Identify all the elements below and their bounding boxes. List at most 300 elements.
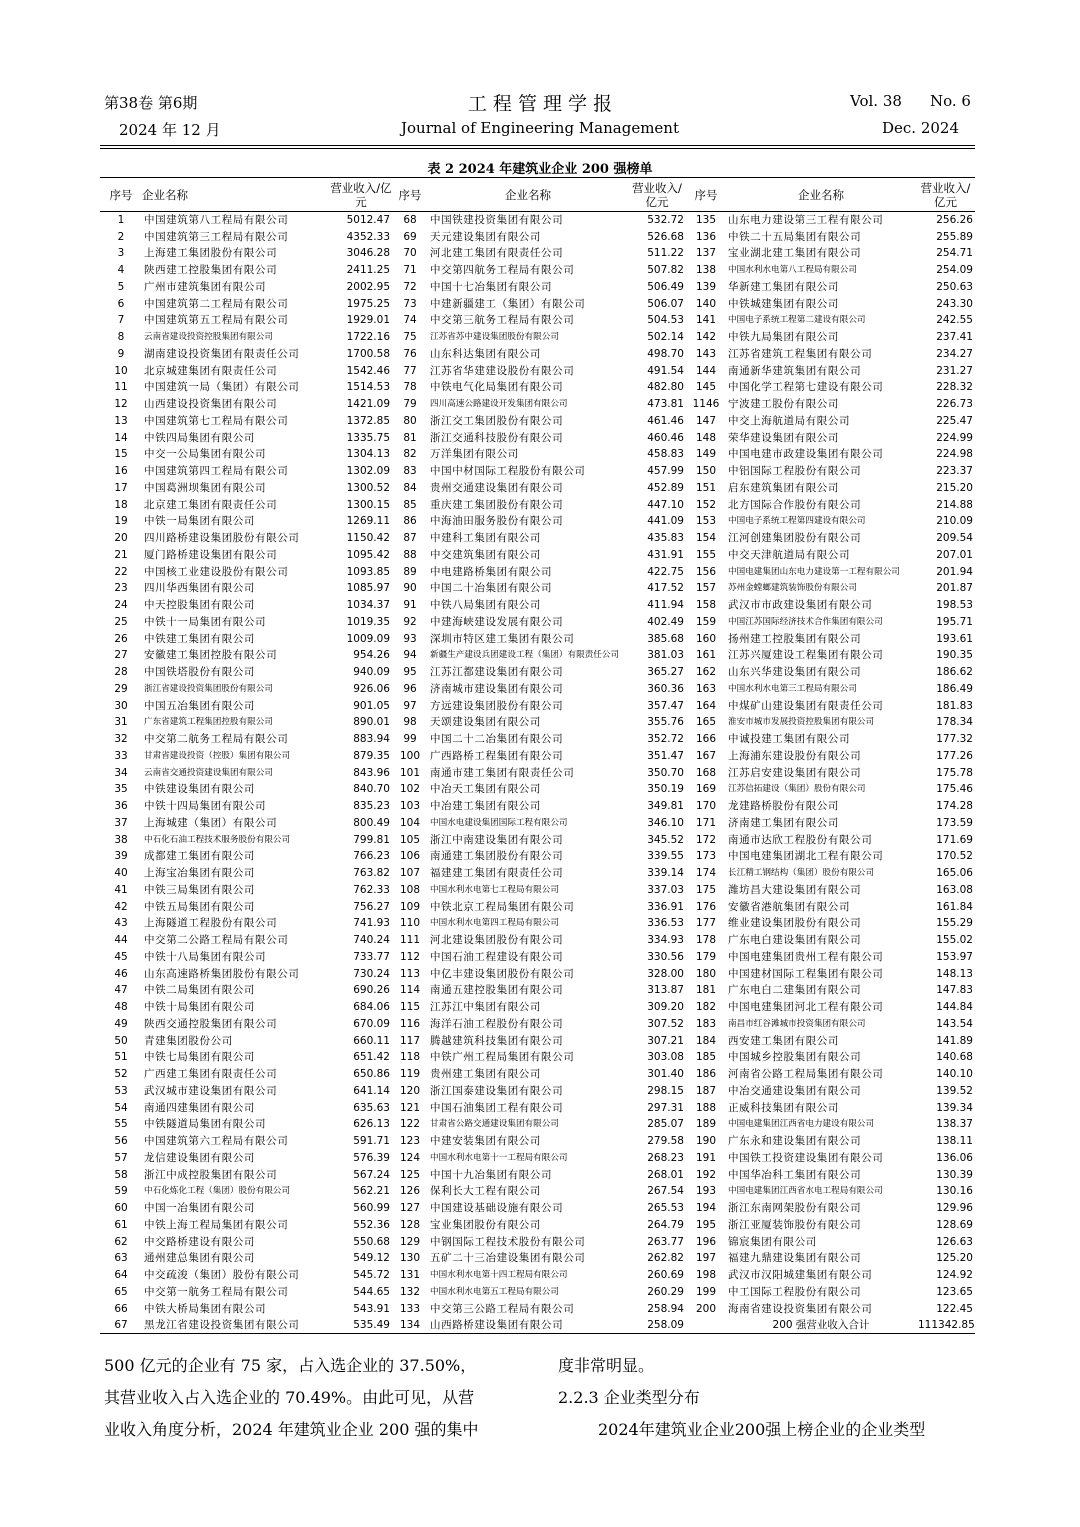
revenue-cell: 447.10 xyxy=(647,498,684,511)
table-row xyxy=(100,463,975,480)
table-row xyxy=(100,212,975,229)
rank-cell: 70 xyxy=(403,247,417,260)
company-name-cell: 中国建材国际工程集团有限公司 xyxy=(728,967,884,980)
company-name-cell: 广东电白建设集团有限公司 xyxy=(728,934,862,947)
revenue-cell: 1302.09 xyxy=(346,465,390,478)
header-revenue: 营业收入/亿元 xyxy=(632,180,682,209)
revenue-cell: 350.19 xyxy=(647,783,684,796)
revenue-cell: 763.82 xyxy=(353,867,390,880)
company-name-cell: 中国铁塔股份有限公司 xyxy=(144,666,255,679)
rank-cell: 145 xyxy=(695,381,717,394)
rank-cell: 62 xyxy=(114,1235,128,1248)
rank-cell: 42 xyxy=(114,900,128,913)
revenue-cell: 1929.01 xyxy=(346,314,390,327)
table-row xyxy=(100,714,975,731)
company-name-cell: 南通市建工集团有限责任公司 xyxy=(430,766,575,779)
company-name-cell: 广东永和建设集团有限公司 xyxy=(728,1135,862,1148)
rank-cell: 103 xyxy=(399,800,421,813)
revenue-cell: 303.08 xyxy=(647,1051,684,1064)
revenue-cell: 223.37 xyxy=(936,465,973,478)
table-row xyxy=(100,1250,975,1267)
company-name-cell: 中国电子系统工程第四建设有限公司 xyxy=(728,516,866,527)
revenue-cell: 591.71 xyxy=(353,1135,390,1148)
company-name-cell: 南昌市红谷滩城市投资集团有限公司 xyxy=(728,1018,866,1029)
revenue-cell: 411.94 xyxy=(647,599,684,612)
company-name-cell: 天元建设集团有限公司 xyxy=(430,230,541,243)
table-row xyxy=(100,513,975,530)
company-name-cell: 中建新疆建工（集团）有限公司 xyxy=(430,297,586,310)
company-name-cell: 苏州金螳螂建筑装饰股份有限公司 xyxy=(728,583,857,594)
revenue-cell: 641.14 xyxy=(353,1084,390,1097)
rank-cell: 149 xyxy=(695,448,717,461)
revenue-cell: 560.99 xyxy=(353,1202,390,1215)
company-name-cell: 中国水利水电第五工程局有限公司 xyxy=(430,1286,559,1297)
revenue-cell: 349.81 xyxy=(647,800,684,813)
revenue-cell: 740.24 xyxy=(353,934,390,947)
revenue-cell: 1009.09 xyxy=(346,632,390,645)
rank-cell: 127 xyxy=(399,1202,421,1215)
table-row xyxy=(100,781,975,798)
rank-cell: 88 xyxy=(403,548,417,561)
rank-cell: 154 xyxy=(695,532,717,545)
rank-cell: 78 xyxy=(403,381,417,394)
revenue-cell: 1700.58 xyxy=(346,347,390,360)
table-row xyxy=(100,547,975,564)
rank-cell: 18 xyxy=(114,498,128,511)
revenue-cell: 482.80 xyxy=(647,381,684,394)
revenue-cell: 385.68 xyxy=(647,632,684,645)
company-name-cell: 中国十九冶集团有限公司 xyxy=(430,1168,553,1181)
company-name-cell: 广西路桥工程集团有限公司 xyxy=(430,749,564,762)
revenue-cell: 526.68 xyxy=(647,230,684,243)
rank-cell: 196 xyxy=(695,1235,717,1248)
company-name-cell: 中交上海航道局有限公司 xyxy=(728,414,851,427)
company-name-cell: 江苏江中集团有限公司 xyxy=(430,1001,541,1014)
rank-cell: 68 xyxy=(403,214,417,227)
rank-cell: 171 xyxy=(695,816,717,829)
rank-cell: 21 xyxy=(114,548,128,561)
company-name-cell: 北方国际合作股份有限公司 xyxy=(728,498,862,511)
body-line: 500 亿元的企业有 75 家，占入选企业的 37.50%， xyxy=(104,1356,477,1375)
revenue-cell: 346.10 xyxy=(647,816,684,829)
rank-cell: 130 xyxy=(399,1252,421,1265)
table-row xyxy=(100,413,975,430)
company-name-cell: 五矿二十三冶建设集团有限公司 xyxy=(430,1252,586,1265)
company-name-cell: 济南城市建设集团有限公司 xyxy=(430,682,564,695)
rank-cell: 76 xyxy=(403,347,417,360)
table-row xyxy=(100,329,975,346)
company-name-cell: 中国建筑第五工程局有限公司 xyxy=(144,314,289,327)
rank-cell: 126 xyxy=(399,1185,421,1198)
revenue-cell: 840.70 xyxy=(353,783,390,796)
table-row xyxy=(100,480,975,497)
revenue-cell: 890.01 xyxy=(353,716,390,729)
revenue-cell: 155.02 xyxy=(936,934,973,947)
table-row xyxy=(100,865,975,882)
table-row xyxy=(100,882,975,899)
revenue-cell: 256.26 xyxy=(936,214,973,227)
company-name-cell: 中国水利水电第八工程局有限公司 xyxy=(728,265,857,276)
rank-cell: 143 xyxy=(695,347,717,360)
company-name-cell: 江苏启安建设集团有限公司 xyxy=(728,766,862,779)
rank-cell: 30 xyxy=(114,699,128,712)
rank-cell: 197 xyxy=(695,1252,717,1265)
company-name-cell: 中石化石油工程技术服务股份有限公司 xyxy=(144,834,291,845)
rank-cell: 132 xyxy=(399,1285,421,1298)
company-name-cell: 中石化炼化工程（集团）股份有限公司 xyxy=(144,1186,291,1197)
revenue-cell: 136.06 xyxy=(936,1151,973,1164)
revenue-cell: 265.53 xyxy=(647,1202,684,1215)
company-name-cell: 中国水利水电第四工程局有限公司 xyxy=(430,918,559,929)
rank-cell: 53 xyxy=(114,1084,128,1097)
revenue-cell: 264.79 xyxy=(647,1218,684,1231)
company-name-cell: 中国二十冶集团有限公司 xyxy=(430,582,553,595)
revenue-cell: 504.53 xyxy=(647,314,684,327)
company-name-cell: 中国建设基础设施有限公司 xyxy=(430,1202,564,1215)
revenue-cell: 130.16 xyxy=(936,1185,973,1198)
header-rule-bottom xyxy=(100,148,975,149)
revenue-cell: 684.06 xyxy=(353,1001,390,1014)
revenue-cell: 417.52 xyxy=(647,582,684,595)
table-row xyxy=(100,1066,975,1083)
rank-cell: 61 xyxy=(114,1218,128,1231)
revenue-cell: 1722.16 xyxy=(346,331,390,344)
table-row xyxy=(100,664,975,681)
rank-cell: 157 xyxy=(695,582,717,595)
revenue-cell: 307.21 xyxy=(647,1034,684,1047)
company-name-cell: 厦门路桥建设集团有限公司 xyxy=(144,548,278,561)
revenue-cell: 268.01 xyxy=(647,1168,684,1181)
company-name-cell: 江苏信拓建设（集团）股份有限公司 xyxy=(728,784,866,795)
company-name-cell: 上海浦东建设股份有限公司 xyxy=(728,749,862,762)
company-name-cell: 福建九鼎建设集团有限公司 xyxy=(728,1252,862,1265)
company-name-cell: 云南省交通投资建设集团有限公司 xyxy=(144,767,273,778)
revenue-cell: 139.34 xyxy=(936,1101,973,1114)
rank-cell: 57 xyxy=(114,1151,128,1164)
revenue-cell: 4352.33 xyxy=(346,230,390,243)
company-name-cell: 中铁四局集团有限公司 xyxy=(144,431,255,444)
rank-cell: 137 xyxy=(695,247,717,260)
revenue-cell: 153.97 xyxy=(936,950,973,963)
revenue-cell: 339.55 xyxy=(647,850,684,863)
rank-cell: 176 xyxy=(695,900,717,913)
rank-cell: 161 xyxy=(695,649,717,662)
rank-cell: 185 xyxy=(695,1051,717,1064)
rank-cell: 26 xyxy=(114,632,128,645)
company-name-cell: 中国十七冶集团有限公司 xyxy=(430,280,553,293)
revenue-cell: 460.46 xyxy=(647,431,684,444)
company-name-cell: 中国水电建设集团国际工程有限公司 xyxy=(430,817,568,828)
table-row xyxy=(100,1133,975,1150)
company-name-cell: 中铝国际工程股份有限公司 xyxy=(728,465,862,478)
company-name-cell: 北京城建集团有限责任公司 xyxy=(144,364,278,377)
rank-cell: 104 xyxy=(399,816,421,829)
company-name-cell: 广东省建筑工程集团控股有限公司 xyxy=(144,717,273,728)
rank-cell: 71 xyxy=(403,264,417,277)
table-row xyxy=(100,848,975,865)
revenue-cell: 313.87 xyxy=(647,984,684,997)
revenue-cell: 279.58 xyxy=(647,1135,684,1148)
rank-cell: 115 xyxy=(399,1001,421,1014)
rank-cell: 181 xyxy=(695,984,717,997)
company-name-cell: 中交第二航务工程局有限公司 xyxy=(144,733,289,746)
table-body xyxy=(100,212,975,1334)
rank-cell: 16 xyxy=(114,465,128,478)
company-name-cell: 山东电力建设第三工程有限公司 xyxy=(728,214,884,227)
table-row xyxy=(100,580,975,597)
table-row xyxy=(100,932,975,949)
company-name-cell: 中交第三公路工程局有限公司 xyxy=(430,1302,575,1315)
rank-cell: 13 xyxy=(114,414,128,427)
company-name-cell: 武汉城市建设集团有限公司 xyxy=(144,1084,278,1097)
rank-cell: 108 xyxy=(399,883,421,896)
rank-cell: 9 xyxy=(117,347,125,360)
rank-cell: 122 xyxy=(399,1118,421,1131)
company-name-cell: 扬州建工控股集团有限公司 xyxy=(728,632,862,645)
company-name-cell: 南通新华建筑集团有限公司 xyxy=(728,364,862,377)
table-row xyxy=(100,965,975,982)
revenue-cell: 452.89 xyxy=(647,481,684,494)
rank-cell: 29 xyxy=(114,682,128,695)
company-name-cell: 中工国际工程股份有限公司 xyxy=(728,1285,862,1298)
revenue-cell: 5012.47 xyxy=(346,214,390,227)
company-name-cell: 宁波建工股份有限公司 xyxy=(728,398,839,411)
revenue-cell: 330.56 xyxy=(647,950,684,963)
company-name-cell: 中国核工业建设股份有限公司 xyxy=(144,565,289,578)
table-row xyxy=(100,898,975,915)
rank-cell: 1 xyxy=(117,214,125,227)
revenue-cell: 3046.28 xyxy=(346,247,390,260)
revenue-cell: 730.24 xyxy=(353,967,390,980)
company-name-cell: 海南省建设投资集团有限公司 xyxy=(728,1302,873,1315)
revenue-cell: 301.40 xyxy=(647,1068,684,1081)
company-name-cell: 中国铁建投资集团有限公司 xyxy=(430,214,564,227)
rank-cell: 69 xyxy=(403,230,417,243)
rank-cell: 117 xyxy=(399,1034,421,1047)
table-row xyxy=(100,1200,975,1217)
table-row xyxy=(100,228,975,245)
rank-cell: 129 xyxy=(399,1235,421,1248)
revenue-cell: 260.29 xyxy=(647,1285,684,1298)
table-row xyxy=(100,1083,975,1100)
rank-cell: 31 xyxy=(114,716,128,729)
table-row xyxy=(100,1267,975,1284)
rank-cell: 37 xyxy=(114,816,128,829)
rank-cell: 34 xyxy=(114,766,128,779)
table-row xyxy=(100,1016,975,1033)
header-rank: 序号 xyxy=(109,187,133,202)
revenue-cell: 225.47 xyxy=(936,414,973,427)
rank-cell: 35 xyxy=(114,783,128,796)
ranking-table xyxy=(100,177,975,1334)
issue-en: No. 6 xyxy=(930,92,971,110)
rank-cell: 81 xyxy=(403,431,417,444)
company-name-cell: 宝业集团股份有限公司 xyxy=(430,1218,541,1231)
rank-cell: 160 xyxy=(695,632,717,645)
rank-cell: 138 xyxy=(695,264,717,277)
company-name-cell: 江河创建集团股份有限公司 xyxy=(728,532,862,545)
revenue-cell: 1300.15 xyxy=(346,498,390,511)
rank-cell: 148 xyxy=(695,431,717,444)
revenue-cell: 263.77 xyxy=(647,1235,684,1248)
revenue-cell: 1421.09 xyxy=(346,398,390,411)
rank-cell: 80 xyxy=(403,414,417,427)
rank-cell: 140 xyxy=(695,297,717,310)
company-name-cell: 广东电白二建集团有限公司 xyxy=(728,984,862,997)
revenue-cell: 1269.11 xyxy=(346,515,390,528)
revenue-cell: 334.93 xyxy=(647,934,684,947)
revenue-cell: 576.39 xyxy=(353,1151,390,1164)
rank-cell: 123 xyxy=(399,1135,421,1148)
revenue-cell: 650.86 xyxy=(353,1068,390,1081)
table-row xyxy=(100,1166,975,1183)
company-name-cell: 中国五冶集团有限公司 xyxy=(144,699,255,712)
rank-cell: 178 xyxy=(695,934,717,947)
table-row xyxy=(100,1317,975,1334)
revenue-cell: 148.13 xyxy=(936,967,973,980)
rank-cell: 51 xyxy=(114,1051,128,1064)
company-name-cell: 中国华冶科工集团有限公司 xyxy=(728,1168,862,1181)
section-heading: 2.2.3 企业类型分布 xyxy=(558,1388,700,1407)
rank-cell: 195 xyxy=(695,1218,717,1231)
revenue-cell: 138.11 xyxy=(936,1135,973,1148)
company-name-cell: 中交第四航务工程局有限公司 xyxy=(430,264,575,277)
company-name-cell: 江苏省建筑工程集团有限公司 xyxy=(728,347,873,360)
company-name-cell: 维业建设集团股份有限公司 xyxy=(728,917,862,930)
company-name-cell: 中国电建集团江西省水电工程局有限公司 xyxy=(728,1186,883,1197)
company-name-cell: 中铁三局集团有限公司 xyxy=(144,883,255,896)
table-row xyxy=(100,396,975,413)
company-name-cell: 保利长大工程有限公司 xyxy=(430,1185,541,1198)
revenue-cell: 130.39 xyxy=(936,1168,973,1181)
company-name-cell: 山东科达集团有限公司 xyxy=(430,347,541,360)
revenue-cell: 255.89 xyxy=(936,230,973,243)
rank-cell: 159 xyxy=(695,615,717,628)
revenue-cell: 258.94 xyxy=(647,1302,684,1315)
company-name-cell: 长江精工钢结构（集团）股份有限公司 xyxy=(728,868,875,879)
company-name-cell: 浙江国泰建设集团有限公司 xyxy=(430,1084,564,1097)
company-name-cell: 中交天津航道局有限公司 xyxy=(728,548,851,561)
company-name-cell: 深圳市特区建工集团有限公司 xyxy=(430,632,575,645)
revenue-cell: 138.37 xyxy=(936,1118,973,1131)
header-rank: 序号 xyxy=(694,187,718,202)
revenue-cell: 651.42 xyxy=(353,1051,390,1064)
rank-cell: 12 xyxy=(114,398,128,411)
table-row xyxy=(100,1300,975,1317)
rank-cell: 52 xyxy=(114,1068,128,1081)
header-rule-top xyxy=(100,145,975,146)
rank-cell: 177 xyxy=(695,917,717,930)
rank-cell: 131 xyxy=(399,1269,421,1282)
revenue-cell: 843.96 xyxy=(353,766,390,779)
rank-cell: 101 xyxy=(399,766,421,779)
revenue-cell: 147.83 xyxy=(936,984,973,997)
rank-cell: 74 xyxy=(403,314,417,327)
company-name-cell: 重庆建工集团股份有限公司 xyxy=(430,498,564,511)
revenue-cell: 190.35 xyxy=(936,649,973,662)
rank-cell: 95 xyxy=(403,666,417,679)
revenue-cell: 473.81 xyxy=(647,398,684,411)
company-name-cell: 四川高速公路建设开发集团有限公司 xyxy=(430,399,568,410)
company-name-cell: 启东建筑集团有限公司 xyxy=(728,481,839,494)
rank-cell: 7 xyxy=(117,314,125,327)
revenue-cell: 171.69 xyxy=(936,833,973,846)
rank-cell: 59 xyxy=(114,1185,128,1198)
rank-cell: 128 xyxy=(399,1218,421,1231)
rank-cell: 77 xyxy=(403,364,417,377)
revenue-cell: 201.87 xyxy=(936,582,973,595)
rank-cell: 186 xyxy=(695,1068,717,1081)
rank-cell: 167 xyxy=(695,749,717,762)
revenue-cell: 170.52 xyxy=(936,850,973,863)
revenue-cell: 195.71 xyxy=(936,615,973,628)
rank-cell: 98 xyxy=(403,716,417,729)
revenue-cell: 193.61 xyxy=(936,632,973,645)
rank-cell: 100 xyxy=(399,749,421,762)
table-row xyxy=(100,697,975,714)
revenue-cell: 502.14 xyxy=(647,331,684,344)
rank-cell: 191 xyxy=(695,1151,717,1164)
revenue-cell: 535.49 xyxy=(353,1319,390,1332)
revenue-cell: 337.03 xyxy=(647,883,684,896)
company-name-cell: 中建海峡建设发展有限公司 xyxy=(430,615,564,628)
company-name-cell: 安徽省港航集团有限公司 xyxy=(728,900,851,913)
rank-cell: 90 xyxy=(403,582,417,595)
rank-cell: 92 xyxy=(403,615,417,628)
rank-cell: 58 xyxy=(114,1168,128,1181)
company-name-cell: 贵州建工集团有限公司 xyxy=(430,1068,541,1081)
revenue-cell: 926.06 xyxy=(353,682,390,695)
revenue-cell: 954.26 xyxy=(353,649,390,662)
company-name-cell: 中铁一局集团有限公司 xyxy=(144,515,255,528)
rank-cell: 124 xyxy=(399,1151,421,1164)
revenue-cell: 357.47 xyxy=(647,699,684,712)
revenue-cell: 234.27 xyxy=(936,347,973,360)
revenue-cell: 1975.25 xyxy=(346,297,390,310)
company-name-cell: 江苏省华建建设股份有限公司 xyxy=(430,364,575,377)
rank-cell: 3 xyxy=(117,247,125,260)
company-name-cell: 荣华建设集团有限公司 xyxy=(728,431,839,444)
company-name-cell: 浙江交通科技股份有限公司 xyxy=(430,431,564,444)
table-row xyxy=(100,362,975,379)
company-name-cell: 中国中材国际工程股份有限公司 xyxy=(430,465,586,478)
revenue-cell: 741.93 xyxy=(353,917,390,930)
company-name-cell: 万洋集团有限公司 xyxy=(430,448,519,461)
revenue-cell: 360.36 xyxy=(647,682,684,695)
company-name-cell: 中国水利水电第十四工程局有限公司 xyxy=(430,1270,568,1281)
company-name-cell: 中国水利水电第十一工程局有限公司 xyxy=(430,1152,568,1163)
rank-cell: 179 xyxy=(695,950,717,963)
rank-cell: 183 xyxy=(695,1017,717,1030)
rank-cell: 107 xyxy=(399,867,421,880)
revenue-cell: 2411.25 xyxy=(346,264,390,277)
table-row xyxy=(100,429,975,446)
revenue-cell: 901.05 xyxy=(353,699,390,712)
rank-cell: 193 xyxy=(695,1185,717,1198)
company-name-cell: 中国电建集团江西省电力建设有限公司 xyxy=(728,1119,875,1130)
revenue-cell: 351.47 xyxy=(647,749,684,762)
rank-cell: 172 xyxy=(695,833,717,846)
company-name-cell: 中铁广州工程局集团有限公司 xyxy=(430,1051,575,1064)
rank-cell: 85 xyxy=(403,498,417,511)
table-row xyxy=(100,614,975,631)
revenue-cell: 328.00 xyxy=(647,967,684,980)
company-name-cell: 中国建筑第二工程局有限公司 xyxy=(144,297,289,310)
revenue-cell: 800.49 xyxy=(353,816,390,829)
header-rank: 序号 xyxy=(398,187,422,202)
revenue-cell: 174.28 xyxy=(936,800,973,813)
rank-cell: 6 xyxy=(117,297,125,310)
